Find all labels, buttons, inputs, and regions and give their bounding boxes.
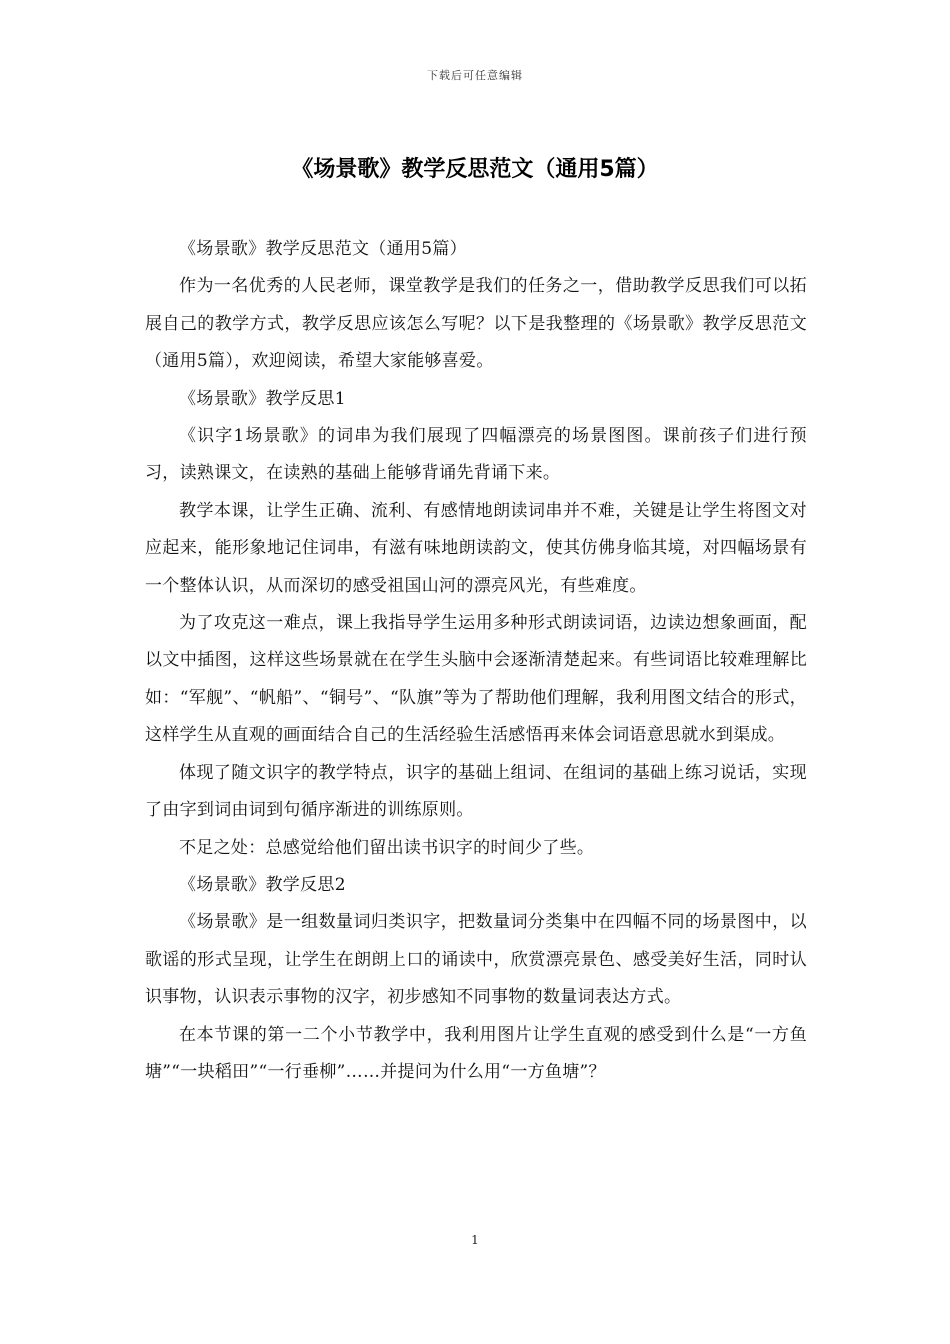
paragraph: 教学本课，让学生正确、流利、有感情地朗读词串并不难，关键是让学生将图文对应起来，能形象地记住词串，有滋有味地朗读韵文，使其仿佛身临其境，对四幅场景有一个整体认识，从而深切的感受祖国山河的漂亮风光，有些难度。 bbox=[145, 500, 807, 596]
paragraph: 体现了随文识字的教学特点，识字的基础上组词、在组词的基础上练习说话，实现了由字到词由词到句循序渐进的训练原则。 bbox=[145, 762, 807, 821]
page-number: 1 bbox=[471, 1233, 479, 1247]
section-heading-1: 《场景歌》教学反思1 bbox=[179, 388, 346, 409]
paragraph: 为了攻克这一难点，课上我指导学生运用多种形式朗读词语，边读边想象画面，配以文中插图，这样这些场景就在在学生头脑中会逐渐清楚起来。有些词语比较难理解比如：“军舰”、“帆船”、“铜号”、“队旗”等为了帮助他们理解，我利用图文结合的形式，这样学生从直观的画面结合自己的生活经验生活感悟再来体会词语意思就水到渠成。 bbox=[145, 613, 807, 746]
page-header-note: 下载后可任意编辑 bbox=[427, 69, 523, 82]
paragraph-intro: 作为一名优秀的人民老师，课堂教学是我们的任务之一，借助教学反思我们可以拓展自己的教学方式，教学反思应该怎么写呢？以下是我整理的《场景歌》教学反思范文（通用5篇），欢迎阅读，希望大家能够喜爱。 bbox=[145, 276, 807, 372]
section-heading-2: 《场景歌》教学反思2 bbox=[179, 874, 346, 895]
document-title: 《场景歌》教学反思范文（通用5篇） bbox=[291, 157, 659, 182]
paragraph: 《识字1场景歌》的词串为我们展现了四幅漂亮的场景图图。课前孩子们进行预习，读熟课文，在读熟的基础上能够背诵先背诵下来。 bbox=[145, 426, 807, 484]
document-body bbox=[145, 231, 807, 1091]
paragraph-subtitle: 《场景歌》教学反思范文（通用5篇） bbox=[179, 239, 467, 259]
paragraph: 不足之处：总感觉给他们留出读书识字的时间少了些。 bbox=[179, 837, 595, 858]
paragraph: 在本节课的第一二个小节教学中，我利用图片让学生直观的感受到什么是“一方鱼塘”“一块稻田”“一行垂柳”……并提问为什么用“一方鱼塘”？ bbox=[145, 1024, 807, 1082]
paragraph: 《场景歌》是一组数量词归类识字，把数量词分类集中在四幅不同的场景图中，以歌谣的形式呈现，让学生在朗朗上口的诵读中，欣赏漂亮景色、感受美好生活，同时认识事物，认识表示事物的汉字，初步感知不同事物的数量词表达方式。 bbox=[145, 912, 807, 1008]
